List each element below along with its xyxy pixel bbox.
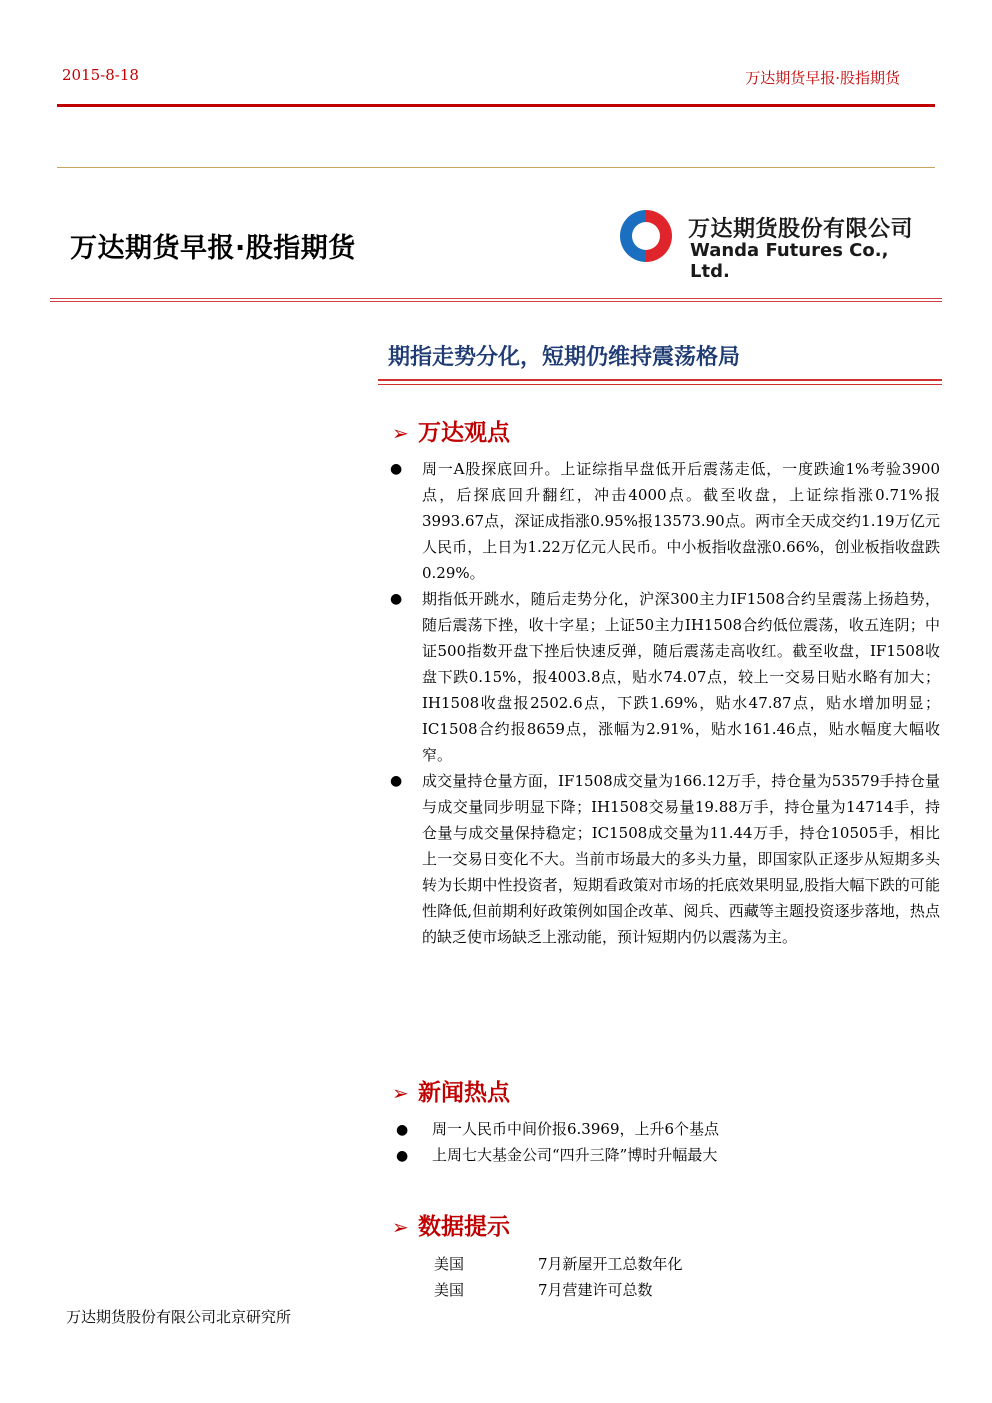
data-country: 美国 (434, 1255, 465, 1273)
bullet-icon: ● (396, 1148, 409, 1164)
news-item-1: 周一人民币中间价报6.3969，上升6个基点 (432, 1120, 720, 1138)
table-row (434, 1279, 653, 1300)
section-news-title: 新闻热点 (418, 1080, 510, 1106)
list-item (390, 456, 940, 586)
section-data-title: 数据提示 (418, 1214, 510, 1240)
section-news-heading (392, 1074, 510, 1107)
section-data-heading (392, 1208, 510, 1241)
footer-text: 万达期货股份有限公司北京研究所 (66, 1308, 292, 1326)
section-view-title: 万达观点 (418, 420, 510, 446)
report-date: 2015-8-18 (62, 66, 139, 84)
arrow-icon: ➢ (392, 1081, 409, 1105)
double-rule-bottom (50, 301, 942, 302)
section-view-heading (392, 414, 510, 447)
gold-rule (57, 167, 935, 168)
view-item-1: 周一A股探底回升。上证综指早盘低开后震荡走低，一度跌逾1%考验3900点，后探底回升翻红，冲击4000点。截至收盘，上证综指涨0.71%报3993.67点，深证成指涨0.95%报13573.90点。两市全天成交约1.19万亿元人民币，上日为1.22万亿元人民币。中小板指收盘涨0.66%，创业板指收盘跌0.29%。 (422, 460, 940, 582)
list-item (390, 768, 940, 950)
data-country: 美国 (434, 1281, 465, 1299)
headline: 期指走势分化，短期仍维持震荡格局 (388, 345, 741, 370)
wanda-logo-icon (614, 204, 678, 268)
headline-rule-top (378, 379, 942, 381)
data-item: 7月营建许可总数 (538, 1281, 653, 1299)
list-item (396, 1118, 719, 1139)
bullet-icon: ● (390, 591, 403, 607)
logo-name-en: Wanda Futures Co., Ltd. (690, 240, 889, 282)
double-rule-top (50, 298, 942, 299)
company-logo (614, 204, 934, 282)
bullet-icon: ● (390, 773, 403, 789)
news-item-2: 上周七大基金公司“四升三降”博时升幅最大 (432, 1146, 718, 1164)
table-row (434, 1253, 683, 1274)
header-title: 万达期货早报·股指期货 (745, 69, 900, 87)
report-title: 万达期货早报·股指期货 (70, 233, 356, 264)
header-rule (57, 104, 935, 107)
arrow-icon: ➢ (392, 1215, 409, 1239)
list-item (396, 1144, 717, 1165)
data-item: 7月新屋开工总数年化 (538, 1255, 683, 1273)
list-item (390, 586, 940, 768)
arrow-icon: ➢ (392, 421, 409, 445)
headline-rule-bottom (378, 384, 942, 385)
bullet-icon: ● (390, 461, 403, 477)
bullet-icon: ● (396, 1122, 409, 1138)
view-item-2: 期指低开跳水，随后走势分化，沪深300主力IF1508合约呈震荡上扬趋势，随后震荡下挫，收十字星；上证50主力IH1508合约低位震荡，收五连阴；中证500指数开盘下挫后快速反弹，随后震荡走高收红。截至收盘，IF1508收盘下跌0.15%，报4003.8点，贴水74.07点，较上一交易日贴水略有加大；IH1508收盘报2502.6点，下跌1.69%，贴水47.87点，贴水增加明显；IC1508合约报8659点，涨幅为2.91%，贴水161.46点，贴水幅度大幅收窄。 (422, 590, 940, 764)
logo-name-cn: 万达期货股份有限公司 (688, 217, 914, 242)
view-item-3: 成交量持仓量方面，IF1508成交量为166.12万手，持仓量为53579手持仓量与成交量同步明显下降；IH1508交易量19.88万手，持仓量为14714手，持仓量与成交量保持稳定；IC1508成交量为11.44万手，持仓10505手，相比上一交易日变化不大。当前市场最大的多头力量，即国家队正逐步从短期多头转为长期中性投资者，短期看政策对市场的托底效果明显,股指大幅下跌的可能性降低,但前期利好政策例如国企改革、阅兵、西藏等主题投资逐步落地，热点的缺乏使市场缺乏上涨动能，预计短期内仍以震荡为主。 (422, 772, 940, 946)
